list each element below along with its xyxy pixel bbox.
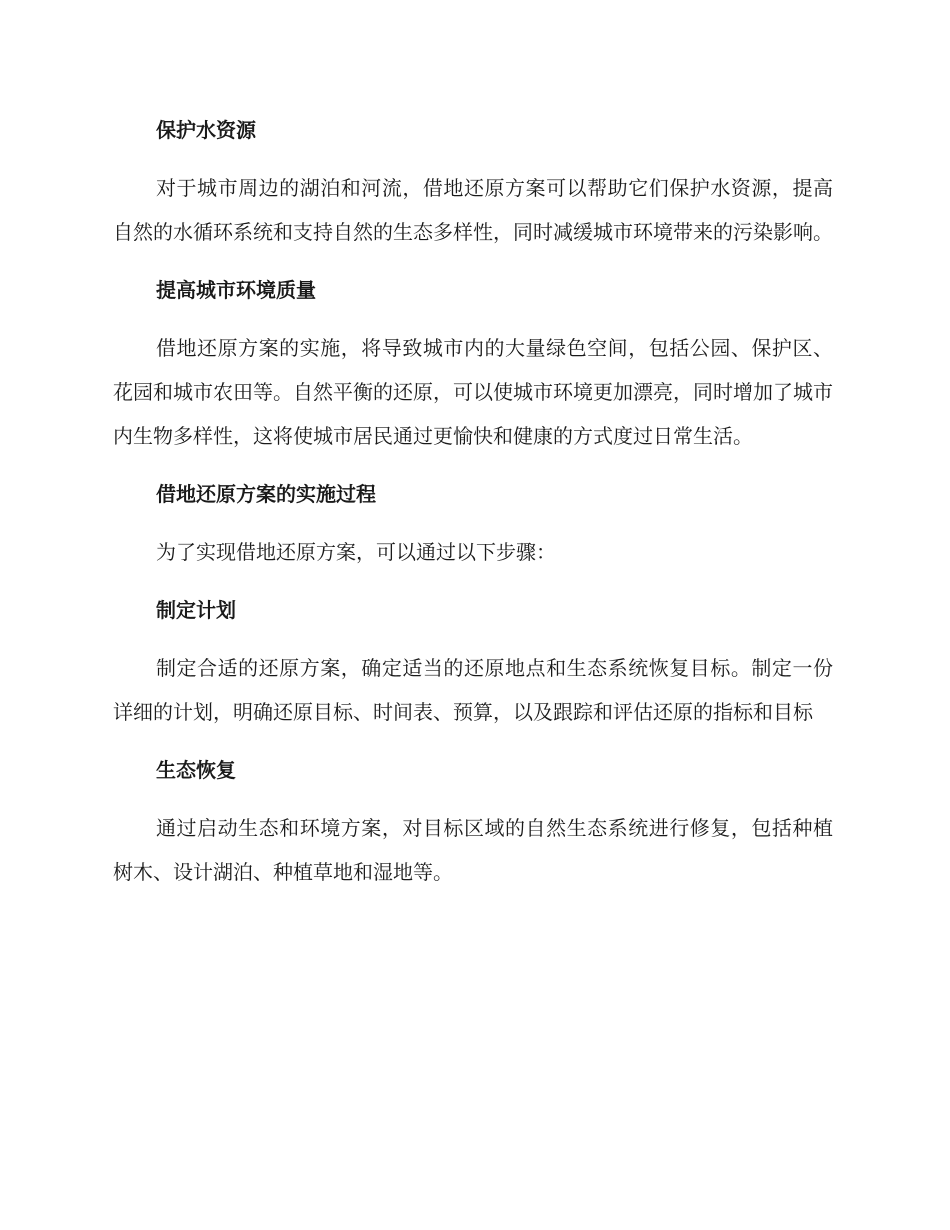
section-heading: 生态恢复 xyxy=(156,758,236,782)
section-paragraph: 对于城市周边的湖泊和河流，借地还原方案可以帮助它们保护水资源，提高自然的水循环系统和支持自然的生态多样性，同时减缓城市环境带来的污染影响。 xyxy=(113,176,833,244)
section-make-plan xyxy=(113,588,833,734)
section-improve-environment xyxy=(113,268,833,458)
section-heading: 借地还原方案的实施过程 xyxy=(156,482,376,506)
section-protect-water xyxy=(113,108,833,254)
section-heading: 提高城市环境质量 xyxy=(156,278,316,302)
section-paragraph: 通过启动生态和环境方案，对目标区域的自然生态系统进行修复，包括种植树木、设计湖泊、种植草地和湿地等。 xyxy=(113,816,833,884)
section-paragraph: 为了实现借地还原方案，可以通过以下步骤： xyxy=(156,540,556,564)
section-paragraph: 制定合适的还原方案，确定适当的还原地点和生态系统恢复目标。制定一份详细的计划，明确还原目标、时间表、预算，以及跟踪和评估还原的指标和目标 xyxy=(113,656,833,724)
section-paragraph: 借地还原方案的实施，将导致城市内的大量绿色空间，包括公园、保护区、花园和城市农田等。自然平衡的还原，可以使城市环境更加漂亮，同时增加了城市内生物多样性，这将使城市居民通过更愉快和健康的方式度过日常生活。 xyxy=(113,336,833,448)
document-body xyxy=(113,108,833,894)
section-ecological-restoration xyxy=(113,748,833,894)
section-heading: 制定计划 xyxy=(156,598,236,622)
section-implementation-process xyxy=(113,472,833,574)
section-heading: 保护水资源 xyxy=(156,118,256,142)
